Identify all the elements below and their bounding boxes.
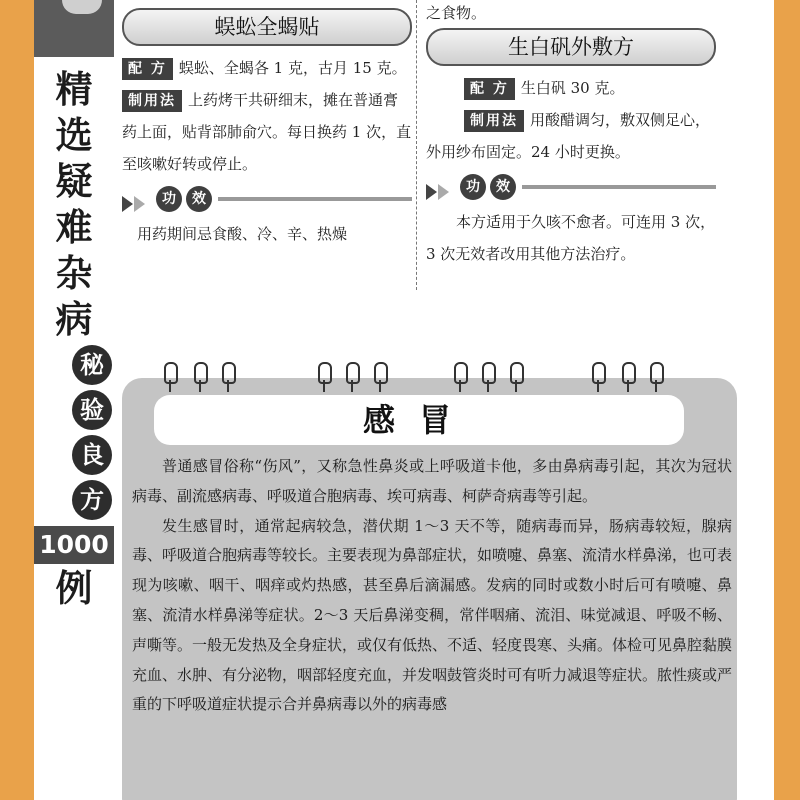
ring-icon bbox=[510, 362, 522, 392]
side-count: 1000 bbox=[34, 526, 114, 564]
arrow-icon bbox=[426, 179, 450, 211]
effect-char: 功 bbox=[156, 186, 182, 212]
column-divider bbox=[416, 0, 417, 290]
section-heading: 感冒 bbox=[154, 395, 684, 445]
body-paragraph: 普通感冒俗称“伤风”，又称急性鼻炎或上呼吸道卡他，多由鼻病毒引起，其次为冠状病毒、副流感病毒、呼吸道合胞病毒、埃可病毒、柯萨奇病毒等引起。 bbox=[132, 457, 732, 505]
ring-icon bbox=[454, 362, 466, 392]
section-body bbox=[132, 452, 732, 720]
effect-char: 效 bbox=[490, 174, 516, 200]
ring-icon bbox=[194, 362, 206, 392]
formula-text: 生白矾 30 克。 bbox=[520, 79, 625, 97]
side-circle-char: 方 bbox=[72, 480, 112, 520]
side-title-char: 精 bbox=[55, 68, 93, 111]
effect-rule bbox=[522, 185, 716, 189]
effect-text: 用药期间忌食酸、冷、辛、热燥 bbox=[137, 225, 348, 243]
method-paragraph bbox=[122, 84, 412, 180]
body-paragraph: 发生感冒时，通常起病较急，潜伏期 1～3 天不等，随病毒而异，肠病毒较短，腺病毒、呼吸道合胞病毒等较长。主要表现为鼻部症状，如喷嚏、鼻塞、流清水样鼻涕，也可表现为咳嗽、咽干、咽痒或灼热感，甚至鼻后滴漏感。发病的同时或数小时后可有喷嚏、鼻塞、流清水样鼻涕等症状。2～3 天后鼻涕变稠，常伴咽痛、流泪、味觉减退、呼吸不畅、声嘶等。一般无发热及全身症状，或仅有低热、不适、轻度畏寒、头痛。体检可见鼻腔黏膜充血、水肿、有分泌物，咽部轻度充血，并发咽鼓管炎时可有听力减退等症状。脓性痰或严重的下呼吸道症状提示合并鼻病毒以外的病毒感 bbox=[132, 516, 733, 714]
effect-char: 功 bbox=[460, 174, 486, 200]
recipe-left bbox=[122, 0, 412, 250]
ring-icon bbox=[318, 362, 330, 392]
method-tag: 制用法 bbox=[122, 90, 182, 112]
book-page bbox=[34, 0, 774, 800]
recipe-title: 蜈蚣全蝎贴 bbox=[122, 8, 412, 46]
formula-paragraph bbox=[426, 72, 716, 104]
side-title-char: 杂 bbox=[55, 252, 93, 295]
side-header-block bbox=[34, 0, 114, 57]
method-paragraph bbox=[426, 104, 716, 168]
method-text: 上药烤干共研细末，摊在普通膏药上面，贴背部肺俞穴。每日换药 1 次，直至咳嗽好转或停止。 bbox=[122, 91, 412, 173]
effect-text: 本方适用于久咳不愈者。可连用 3 次，3 次无效者改用其他方法治疗。 bbox=[426, 213, 716, 263]
ring-icon bbox=[346, 362, 358, 392]
side-title-char: 疑 bbox=[55, 160, 93, 203]
method-text: 用酸醋调匀，敷双侧足心，外用纱布固定。24 小时更换。 bbox=[426, 111, 711, 161]
arrow-icon bbox=[122, 191, 146, 223]
recipe-right bbox=[426, 0, 716, 270]
formula-tag: 配 方 bbox=[122, 58, 173, 80]
side-circle-char: 良 bbox=[72, 435, 112, 475]
ring-icon bbox=[164, 362, 176, 392]
method-tag: 制用法 bbox=[464, 110, 524, 132]
side-circle-char: 秘 bbox=[72, 345, 112, 385]
ring-icon bbox=[592, 362, 604, 392]
formula-paragraph bbox=[122, 52, 412, 84]
side-title-char: 选 bbox=[55, 114, 93, 157]
continuation-text: 之食物。 bbox=[426, 4, 487, 22]
ring-icon bbox=[222, 362, 234, 392]
effect-char: 效 bbox=[186, 186, 212, 212]
side-title-char: 难 bbox=[55, 206, 93, 249]
ring-icon bbox=[374, 362, 386, 392]
formula-tag: 配 方 bbox=[464, 78, 515, 100]
recipe-title: 生白矾外敷方 bbox=[426, 28, 716, 66]
formula-text: 蜈蚣、全蝎各 1 克，古月 15 克。 bbox=[178, 59, 407, 77]
effect-header bbox=[122, 184, 412, 214]
ring-icon bbox=[650, 362, 662, 392]
side-title-char: 病 bbox=[55, 298, 93, 341]
binder-rings bbox=[122, 362, 737, 396]
leaf-decoration bbox=[62, 0, 102, 14]
ring-icon bbox=[482, 362, 494, 392]
effect-rule bbox=[218, 197, 412, 201]
side-circle-char: 验 bbox=[72, 390, 112, 430]
side-suffix: 例 bbox=[55, 567, 93, 610]
effect-header bbox=[426, 172, 716, 202]
ring-icon bbox=[622, 362, 634, 392]
